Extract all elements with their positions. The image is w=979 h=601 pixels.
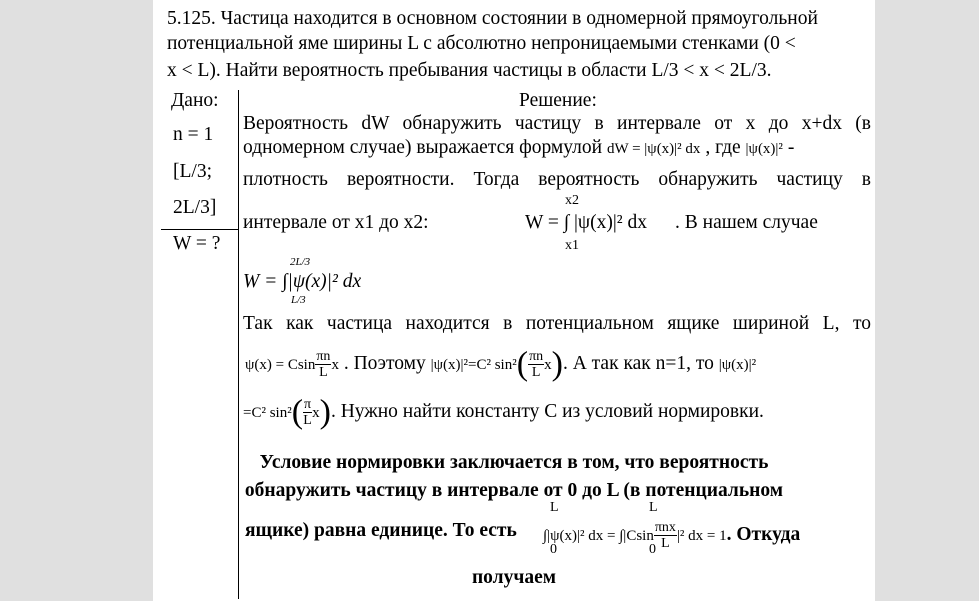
solution-line-2-dash: - <box>787 137 795 158</box>
fraction-numerator: πn <box>316 349 331 364</box>
norm-formula-right: |² dx = 1 <box>676 527 727 544</box>
solution-line-6 <box>245 345 757 383</box>
formula-psi-squared: |ψ(x)|²=C² sin² <box>430 356 517 373</box>
formula-C2-sin2: =C² sin² <box>243 404 292 421</box>
solution-line-6-tail: . А так как n=1, то <box>562 352 714 374</box>
normalization-line-1: Условие нормировки заключается в том, что вероятность <box>259 452 769 473</box>
fraction-pi-nx-over-L <box>654 520 677 551</box>
formula-dW: dW = |ψ(x)|² dx <box>606 141 701 157</box>
solution-line-7 <box>243 393 764 431</box>
integral2-upper-limit: 2L/3 <box>290 256 311 268</box>
solution-line-3: плотность вероятности. Тогда вероятность обнаружить частицу в <box>243 169 871 190</box>
paren-left: ( <box>291 393 304 431</box>
given-interval-start: [L/3; <box>173 161 212 182</box>
problem-line-1: 5.125. Частица находится в основном состоянии в одномерной прямоугольной <box>167 8 818 29</box>
solution-line-4-tail: . В нашем случае <box>675 212 818 233</box>
solution-line-7-text: . Нужно найти константу C из условий нормировки. <box>330 400 764 422</box>
fraction-denominator: L <box>531 365 541 380</box>
paren-right: ) <box>551 345 563 383</box>
given-interval-end: 2L/3] <box>173 197 217 218</box>
fraction-numerator: πnx <box>654 520 676 535</box>
solution-line-2 <box>243 137 794 160</box>
integral-upper-limit: x2 <box>565 193 579 208</box>
normalization-line-3: ящике) равна единице. То есть <box>245 520 517 541</box>
given-n: n = 1 <box>173 124 214 145</box>
norm-int1-lower: 0 <box>550 542 557 557</box>
formula-psi-def: ψ(x) = Csin <box>245 356 316 373</box>
formula-W-italic: W = ∫|ψ(x)|² dx <box>243 271 362 292</box>
normalization-line-2: обнаружить частицу в интервале от 0 до L (в потенциальном <box>244 480 784 501</box>
solution-line-2-text: одномерном случае) выражается формулой <box>243 137 603 158</box>
normalization-formula <box>543 520 800 551</box>
norm-int2-lower: 0 <box>649 542 656 557</box>
norm-int1-upper: L <box>550 500 559 515</box>
normalization-line-4: получаем <box>471 567 557 588</box>
normalization-tail: . Откуда <box>726 523 801 545</box>
fraction-pi-over-L <box>303 397 312 428</box>
fraction-denominator: L <box>661 536 670 551</box>
paren-right: ) <box>319 393 331 431</box>
solution-line-6-text: . Поэтому <box>343 352 426 374</box>
problem-line-2: потенциальной яме ширины L с абсолютно непроницаемыми стенками (0 < <box>167 33 796 54</box>
formula-psi-sq-2: |ψ(x)|² <box>718 356 757 373</box>
solution-line-1: Вероятность dW обнаружить частицу в интервале от x до x+dx (в <box>243 113 871 134</box>
fraction-numerator: πn <box>529 349 544 364</box>
formula-W-integral: W = ∫ |ψ(x)|² dx <box>525 212 647 233</box>
integral-lower-limit: x1 <box>565 238 579 253</box>
given-divider <box>238 90 239 599</box>
given-header: Дано: <box>171 90 219 111</box>
solution-header: Решение: <box>519 90 597 111</box>
fraction-denominator: L <box>319 365 328 380</box>
paren-left: ( <box>516 345 529 383</box>
formula-psi-sq: |ψ(x)|² <box>745 141 783 157</box>
norm-int2-upper: L <box>649 500 658 515</box>
document-page <box>153 0 875 601</box>
fraction-pi-n-over-L <box>315 349 331 380</box>
fraction-denominator: L <box>303 413 312 428</box>
integral2-lower-limit: L/3 <box>291 294 306 306</box>
formula-x: x <box>331 356 339 373</box>
fraction-pi-n-over-L-2 <box>528 349 544 380</box>
solution-line-4-text: интервале от x1 до x2: <box>243 212 429 233</box>
formula-x: x <box>312 404 320 421</box>
fraction-numerator: π <box>304 397 312 412</box>
norm-formula-left: ∫|ψ(x)|² dx = ∫|Csin <box>543 527 654 544</box>
solution-line-2-where: , где <box>705 137 741 158</box>
given-find: W = ? <box>173 233 221 254</box>
solution-line-5: Так как частица находится в потенциальном ящике шириной L, то <box>243 313 871 334</box>
problem-line-3: x < L). Найти вероятность пребывания частицы в области L/3 < x < 2L/3. <box>167 60 772 81</box>
formula-x: x <box>544 356 552 373</box>
given-underline <box>161 229 238 230</box>
